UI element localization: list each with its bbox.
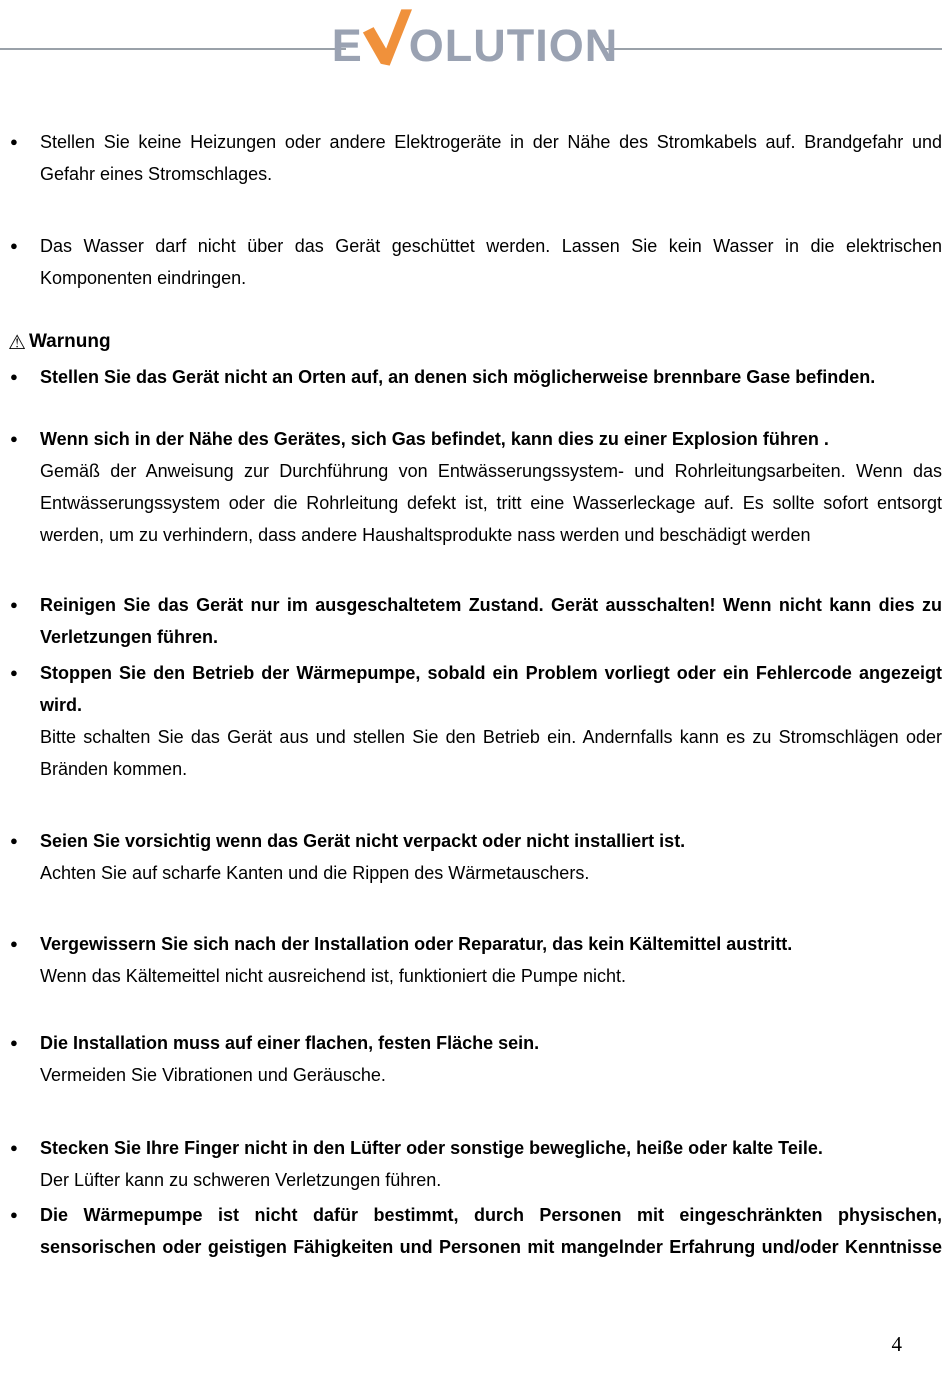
- page-number: 4: [891, 1332, 902, 1356]
- bullet-icon: ●: [10, 665, 18, 680]
- bullet-icon: ●: [10, 238, 18, 253]
- logo-checkmark-v-icon: [362, 6, 412, 68]
- item-text: Das Wasser darf nicht über das Gerät geschüttet werden. Lassen Sie kein Wasser in die elektrischen Komponenten eindringen.: [40, 236, 942, 288]
- safety-item: [8, 230, 942, 294]
- bullet-icon: ●: [10, 431, 18, 446]
- item-text: Wenn das Kältemeittel nicht ausreichend ist, funktioniert die Pumpe nicht.: [40, 966, 626, 986]
- item-text: Der Lüfter kann zu schweren Verletzungen führen.: [40, 1170, 442, 1190]
- logo-text-left: E: [331, 20, 363, 71]
- item-bold-text: Stoppen Sie den Betrieb der Wärmepumpe, sobald ein Problem vorliegt oder ein Fehlercode angezeigt wird.: [40, 663, 942, 715]
- safety-item: [8, 423, 942, 551]
- safety-item: [8, 361, 942, 393]
- item-bold-text: Stecken Sie Ihre Finger nicht in den Lüfter oder sonstige bewegliche, heiße oder kalte Teile.: [40, 1138, 823, 1158]
- logo-text-right: OLUTION: [408, 20, 619, 71]
- bullet-icon: ●: [10, 134, 18, 149]
- safety-item: [8, 126, 942, 190]
- item-bold-text: Wenn sich in der Nähe des Gerätes, sich Gas befindet, kann dies zu einer Explosion führen .: [40, 429, 829, 449]
- warning-triangle-icon: ⚠: [8, 330, 26, 354]
- bullet-icon: ●: [10, 1140, 18, 1155]
- warning-heading: [8, 326, 942, 358]
- item-bold-text: Die Wärmepumpe ist nicht dafür bestimmt, durch Personen mit eingeschränkten physischen, sensorischen oder geistigen Fähigkeiten und Personen mit mangelnder Erfahrung und/oder Kenntnisse: [40, 1205, 942, 1257]
- bullet-icon: ●: [10, 1207, 18, 1222]
- bullet-icon: ●: [10, 597, 18, 612]
- safety-item: [8, 928, 942, 992]
- bullet-icon: ●: [10, 1035, 18, 1050]
- item-text: Vermeiden Sie Vibrationen und Geräusche.: [40, 1065, 386, 1085]
- safety-item: [8, 1132, 942, 1196]
- item-text: Stellen Sie keine Heizungen oder andere Elektrogeräte in der Nähe des Stromkabels auf. Brandgefahr und Gefahr eines Stromschlages.: [40, 132, 942, 184]
- item-text: Bitte schalten Sie das Gerät aus und stellen Sie den Betrieb ein. Andernfalls kann es zu Stromschlägen oder Bränden kommen.: [40, 727, 942, 779]
- item-bold-text: Vergewissern Sie sich nach der Installation oder Reparatur, das kein Kältemittel austritt.: [40, 934, 793, 954]
- bullet-icon: ●: [10, 833, 18, 848]
- safety-item: [8, 1027, 942, 1091]
- item-bold-text: Reinigen Sie das Gerät nur im ausgeschaltetem Zustand. Gerät ausschalten! Wenn nicht kann dies zu Verletzungen führen.: [40, 595, 942, 647]
- bullet-icon: ●: [10, 936, 18, 951]
- safety-item: [8, 589, 942, 653]
- item-text: Gemäß der Anweisung zur Durchführung von Entwässerungssystem- und Rohrleitungsarbeiten. Wenn das Entwässerungssystem oder die Rohrleitung defekt ist, tritt eine Wasserleckage auf. Es sollte sofort entsorgt werden, um zu verhindern, dass andere Haushaltsprodukte nass werden und beschädigt werden: [40, 461, 942, 545]
- evolution-logo: [0, 6, 950, 71]
- item-bold-text: Die Installation muss auf einer flachen, festen Fläche sein.: [40, 1033, 540, 1053]
- safety-item: [8, 825, 942, 889]
- item-bold-text: Stellen Sie das Gerät nicht an Orten auf, an denen sich möglicherweise brennbare Gase befinden.: [40, 367, 876, 387]
- safety-item: [8, 1199, 942, 1263]
- bullet-icon: ●: [10, 369, 18, 384]
- safety-instructions: [0, 126, 950, 1263]
- safety-item: [8, 657, 942, 785]
- item-text: Achten Sie auf scharfe Kanten und die Rippen des Wärmetauschers.: [40, 863, 590, 883]
- warning-heading-label: Warnung: [28, 331, 111, 352]
- page-header: [0, 0, 950, 96]
- item-bold-text: Seien Sie vorsichtig wenn das Gerät nicht verpackt oder nicht installiert ist.: [40, 831, 686, 851]
